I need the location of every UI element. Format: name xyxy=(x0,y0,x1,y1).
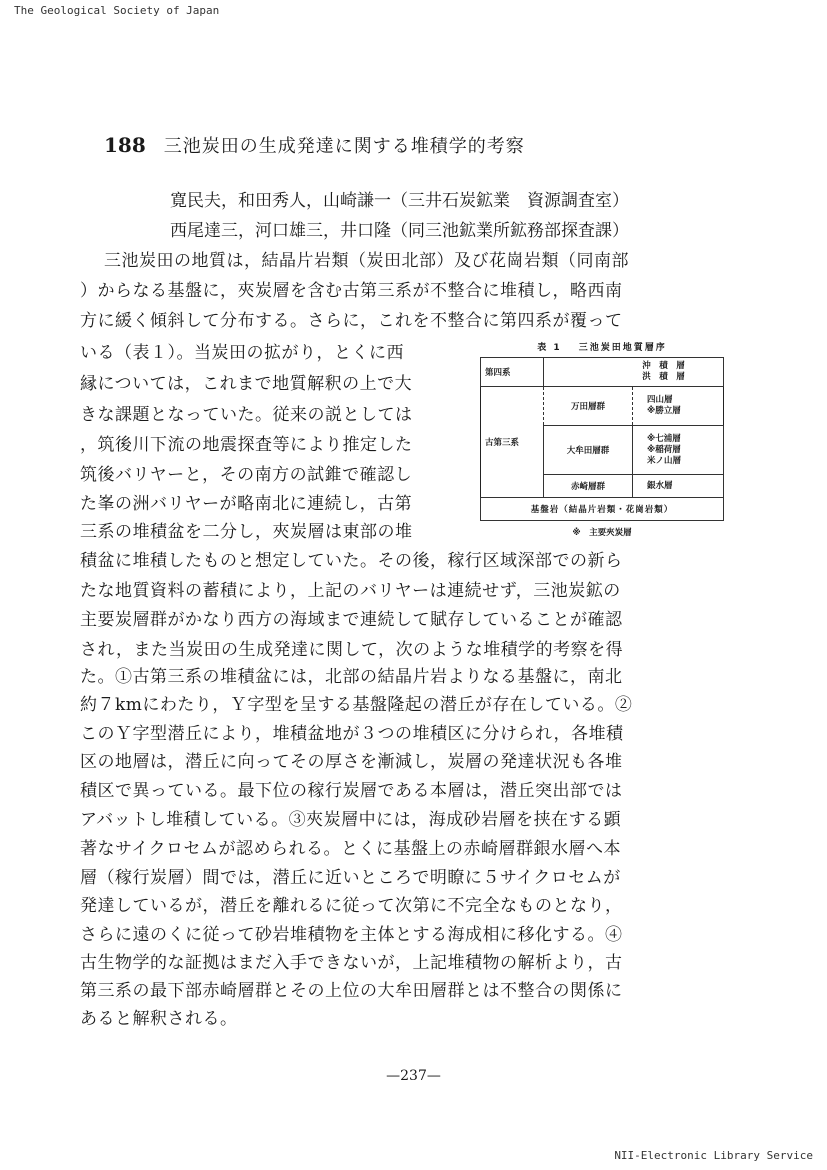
body-line: 発達しているが，潜丘を離れるに従って次第に不完全なものとなり， xyxy=(80,896,623,916)
body-line: され，また当炭田の生成発達に関して，次のような堆積学的考察を得 xyxy=(80,640,624,660)
group-manda: 万田層群 xyxy=(544,387,633,426)
body-line: 方に緩く傾斜して分布する。さらに，これを不整合に第四系が覆って xyxy=(80,311,623,331)
body-line: さらに遠のくに従って砂岩堆積物を主体とする海成相に移化する。④ xyxy=(80,925,623,945)
group-omuta: 大牟田層群 xyxy=(544,426,633,475)
body-line: ）からなる基盤に，夾炭層を含む古第三系が不整合に堆積し，略西南 xyxy=(80,281,623,301)
body-line: 三系の堆積盆を二分し，夾炭層は東部の堆 xyxy=(80,522,413,542)
journal-header: The Geological Society of Japan xyxy=(14,4,220,17)
abstract-title xyxy=(104,132,525,158)
body-line: アバットし堆積している。③夾炭層中には，海成砂岩層を挟在する顕 xyxy=(80,810,622,830)
formation-inari: ※稲荷層 xyxy=(647,444,681,455)
author-line-2: 西尾達三，河口雄三，井口隆（同三池鉱業所鉱務部探査課） xyxy=(170,221,629,241)
table-caption xyxy=(480,340,724,353)
body-line: ，筑後川下流の地震探査等により推定した xyxy=(80,435,413,455)
group-akasaki: 赤崎層群 xyxy=(544,475,633,498)
body-line: 三池炭田の地質は，結晶片岩類（炭田北部）及び花崗岩類（同南部 xyxy=(104,251,629,271)
body-line: 筑後バリヤーと，その南方の試錐で確認し xyxy=(80,465,413,485)
body-line: 約７kmにわたり，Ｙ字型を呈する基盤隆起の潜丘が存在している。② xyxy=(80,695,633,715)
body-line: いる（表１）。当炭田の拡がり，とくに西 xyxy=(80,343,404,363)
body-line: あると解釈される。 xyxy=(80,1009,238,1029)
stratigraphy-table xyxy=(480,340,724,538)
author-block xyxy=(170,186,629,246)
author-line-1: 寛民夫，和田秀人，山崎謙一（三井石炭鉱業 資源調査室） xyxy=(170,191,629,211)
formation-ginsui: 銀水層 xyxy=(633,475,724,498)
body-line: 層（稼行炭層）間では，潜丘に近いところで明瞭に５サイクロセムが xyxy=(80,868,621,888)
formation-yotsuyama: 四山層 xyxy=(647,395,673,405)
formation-nanaura: ※七浦層 xyxy=(647,433,681,444)
abstract-title-text: 三池炭田の生成発達に関する堆積学的考察 xyxy=(163,136,525,157)
body-line: た。①古第三系の堆積盆には，北部の結晶片岩よりなる基盤に，南北 xyxy=(80,667,623,687)
body-line: たな地質資料の蓄積により，上記のバリヤーは連続せず，三池炭鉱の xyxy=(80,581,621,601)
body-line: 積区で異っている。最下位の稼行炭層である本層は，潜丘突出部では xyxy=(80,781,623,801)
body-line: このＹ字型潜丘により，堆積盆地が３つの堆積区に分けられ，各堆積 xyxy=(80,724,624,744)
table-row xyxy=(481,498,724,521)
abstract-number: 188 xyxy=(104,133,146,157)
table-row xyxy=(481,387,724,426)
body-line: 積盆に堆積したものと想定していた。その後，稼行区域深部での新ら xyxy=(80,551,623,571)
table-row xyxy=(481,358,724,387)
page-number: —237— xyxy=(386,1068,441,1084)
formation-katsudachi: ※勝立層 xyxy=(647,406,681,416)
body-line: 古生物学的な証拠はまだ入手できないが，上記堆積物の解析より，古 xyxy=(80,953,623,973)
system-quaternary: 第四系 xyxy=(481,358,544,387)
system-paleogene: 古第三系 xyxy=(481,387,544,498)
table-label: 表 1 xyxy=(537,343,562,353)
body-line: 区の地層は，潜丘に向ってその厚さを漸減し，炭層の発達状況も各堆 xyxy=(80,752,623,772)
body-line: 著なサイクロセムが認められる。とくに基盤上の赤崎層群銀水層へ本 xyxy=(80,839,621,859)
table-title: 三池炭田地質層序 xyxy=(578,343,667,353)
body-line: 縁については，これまで地質解釈の上で大 xyxy=(80,374,413,394)
library-footer: NII-Electronic Library Service xyxy=(614,1149,813,1162)
body-line: 主要炭層群がかなり西方の海域まで連続して賦存していることが確認 xyxy=(80,610,623,630)
formation-alluvium: 沖 積 層 xyxy=(642,361,685,371)
table-footnote: ※ 主要夾炭層 xyxy=(572,528,632,538)
basement-rocks: 基盤岩（結晶片岩類・花崗岩類） xyxy=(481,498,724,521)
formation-yonenoyama: 米ノ山層 xyxy=(647,455,682,466)
body-line: きな課題となっていた。従来の説としては xyxy=(80,405,413,425)
body-line: 第三系の最下部赤崎層群とその上位の大牟田層群とは不整合の関係に xyxy=(80,981,623,1001)
body-line: た峯の洲バリヤーが略南北に連続し，古第 xyxy=(80,494,413,514)
formation-diluvium: 洪 積 層 xyxy=(642,372,685,382)
